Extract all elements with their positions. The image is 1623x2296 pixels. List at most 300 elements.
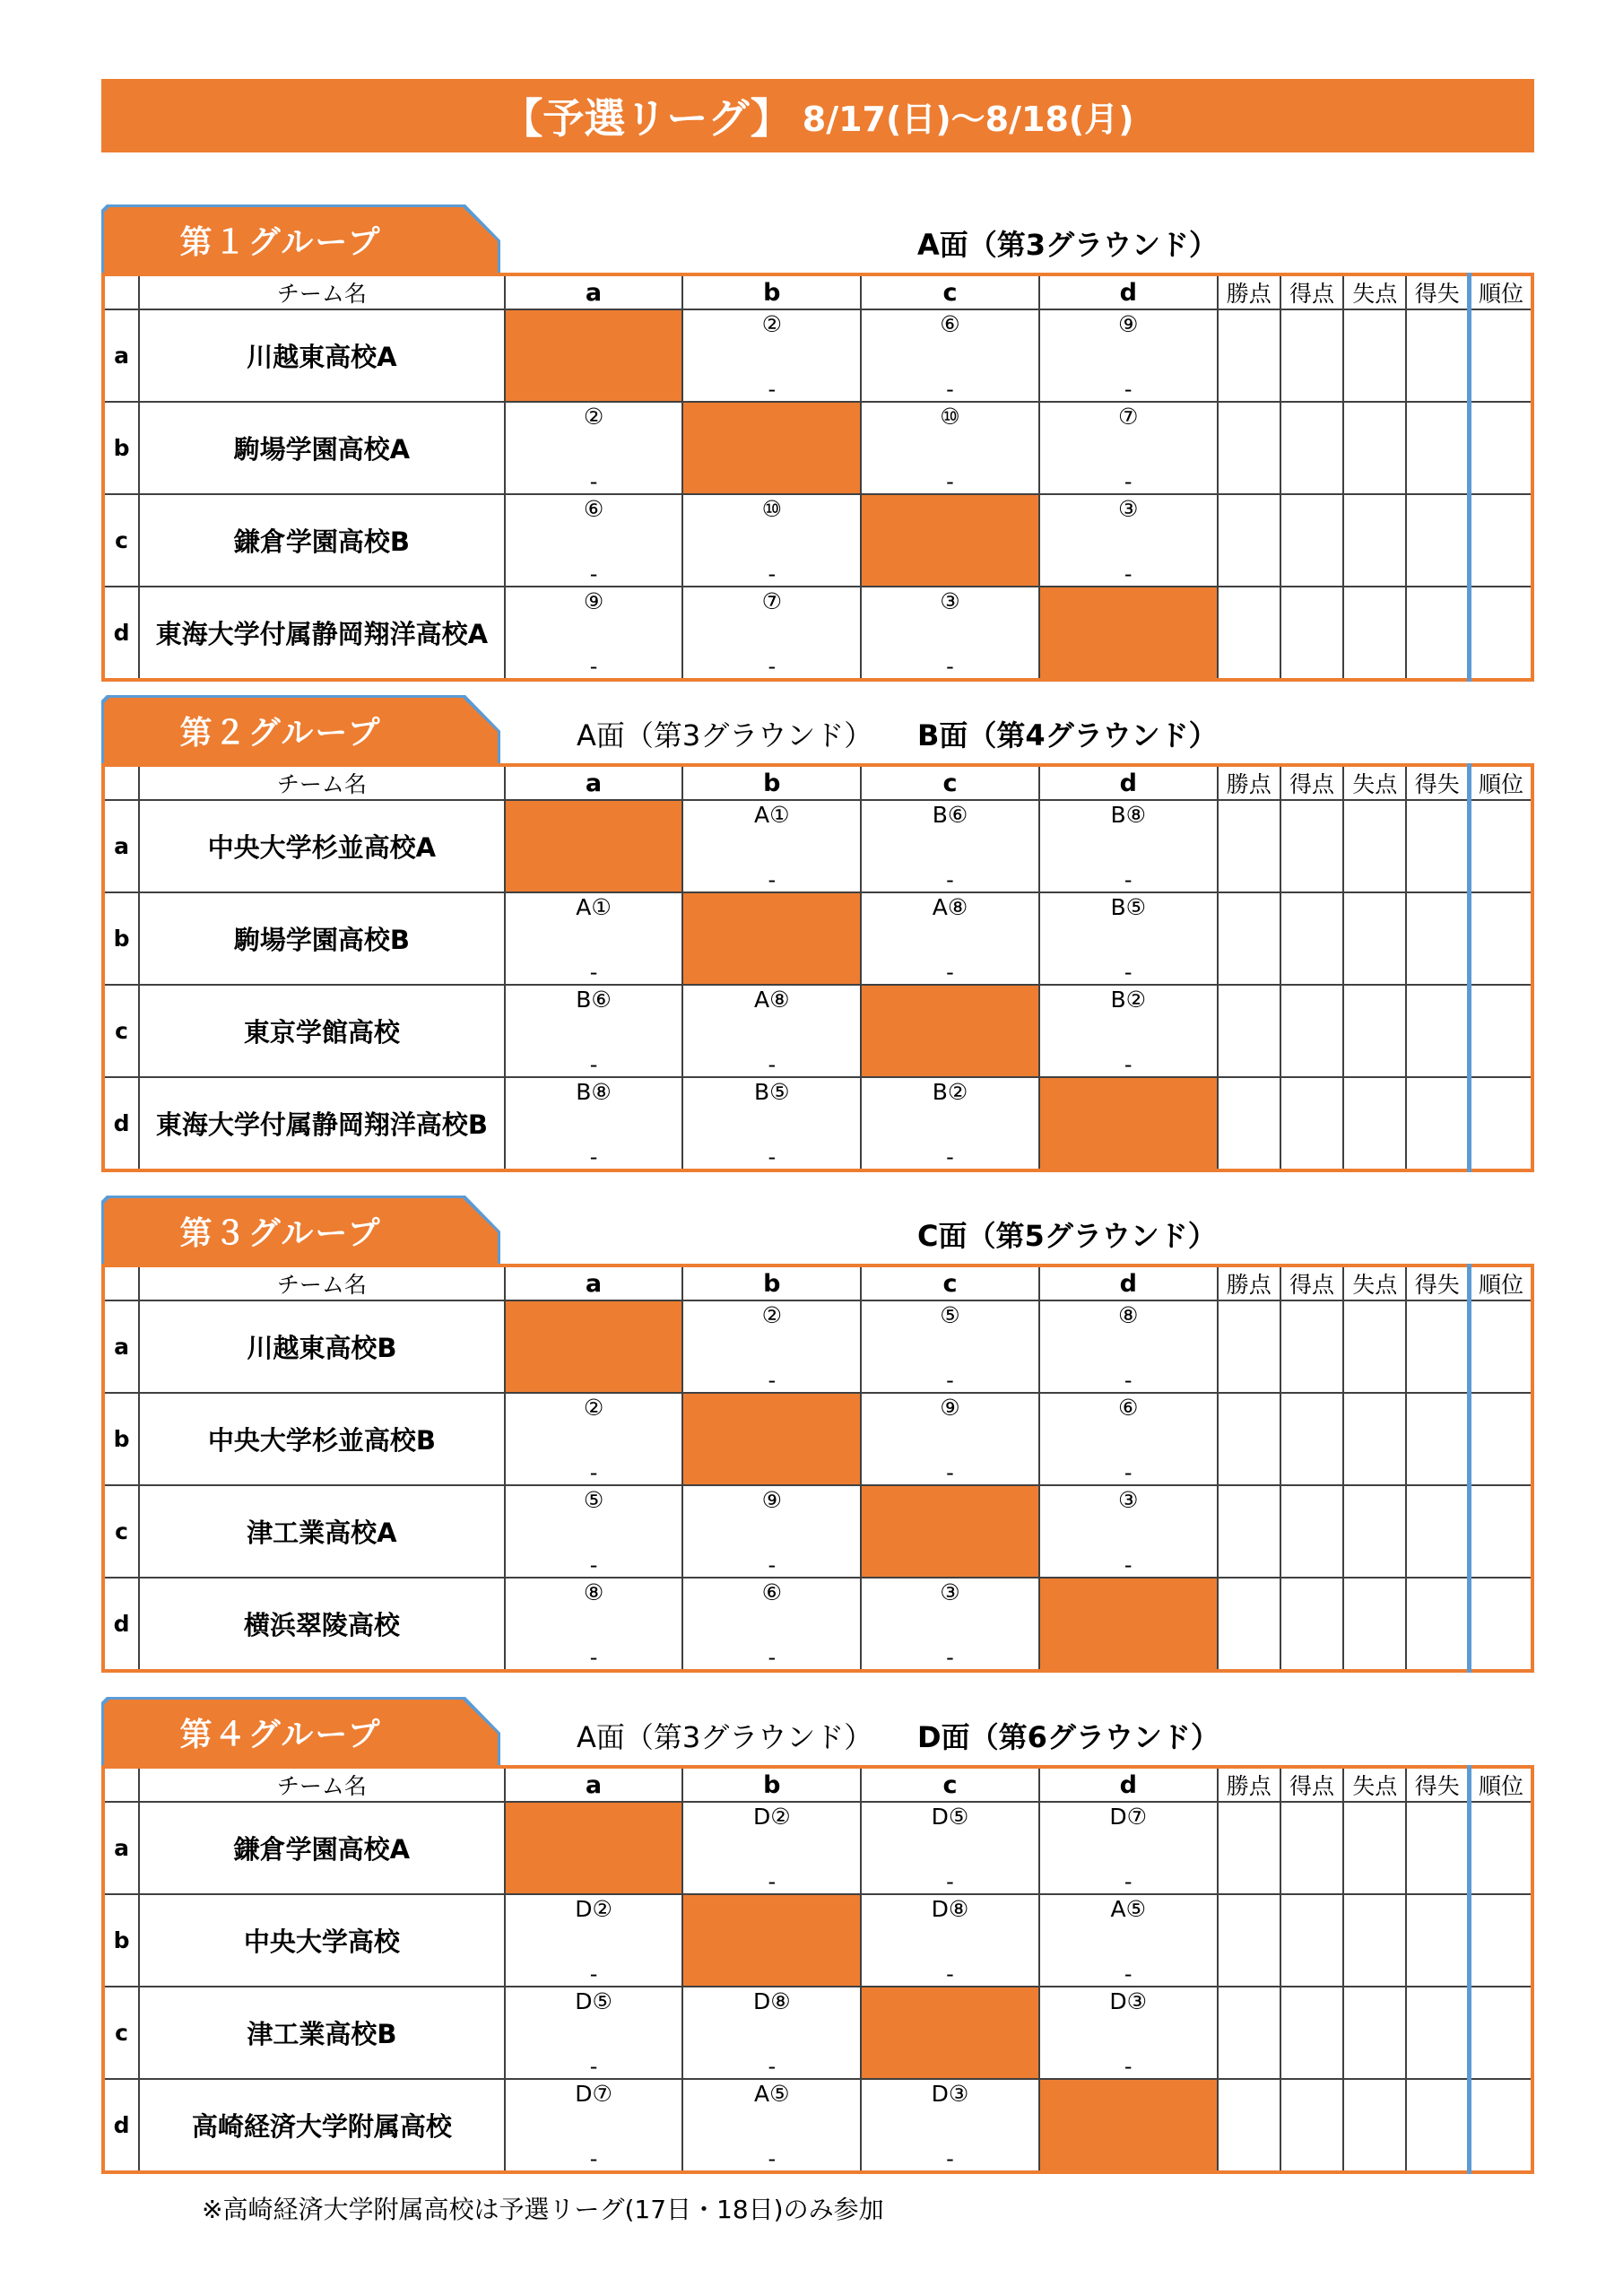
team-name: 駒場学園高校A	[139, 402, 505, 494]
header-col-1: b	[682, 765, 861, 800]
match-cell	[682, 1987, 861, 2079]
stat-cell	[1218, 1485, 1280, 1578]
header-stat-3: 得失	[1406, 765, 1469, 800]
team-name: 横浜翠陵高校	[139, 1578, 505, 1671]
header-team: チーム名	[139, 274, 505, 309]
stat-cell	[1343, 1077, 1406, 1170]
match-number: D⑤	[575, 1988, 612, 2014]
stat-cell	[1280, 985, 1343, 1077]
stat-cell	[1280, 1578, 1343, 1671]
match-cell	[861, 892, 1039, 985]
match-number: ⑦	[761, 588, 782, 614]
page-dates: 8/17(日)～8/18(月)	[802, 99, 1134, 139]
match-cell	[682, 1802, 861, 1894]
stat-cell	[1218, 800, 1280, 892]
match-score: -	[589, 561, 598, 587]
match-cell	[682, 1300, 861, 1393]
header-stat-2: 失点	[1343, 274, 1406, 309]
match-score: -	[768, 1052, 777, 1077]
match-cell	[682, 309, 861, 402]
team-name: 東海大学付属静岡翔洋高校B	[139, 1077, 505, 1170]
match-number: ③	[940, 1579, 960, 1605]
group-tab	[101, 1697, 500, 1767]
stat-cell	[1343, 1393, 1406, 1485]
header-col-2: c	[861, 274, 1039, 309]
stat-cell	[1343, 309, 1406, 402]
match-cell	[1039, 1987, 1218, 2079]
header-corner	[103, 1265, 139, 1300]
match-number: ⑥	[940, 311, 960, 337]
stat-cell	[1470, 1987, 1532, 2079]
header-col-3: d	[1039, 1265, 1218, 1300]
match-cell	[682, 1578, 861, 1671]
table-row	[103, 587, 1532, 680]
stat-cell	[1280, 1077, 1343, 1170]
diagonal-cell	[682, 402, 861, 494]
stat-cell	[1406, 309, 1469, 402]
table-row	[103, 1485, 1532, 1578]
stat-cell	[1218, 2079, 1280, 2172]
stat-cell	[1470, 2079, 1532, 2172]
stat-cell	[1280, 1894, 1343, 1987]
stat-cell	[1406, 2079, 1469, 2172]
group-tab	[101, 1196, 500, 1265]
stat-cell	[1406, 1393, 1469, 1485]
row-letter: b	[103, 1894, 139, 1987]
match-cell	[682, 800, 861, 892]
header-stat-4: 順位	[1470, 274, 1532, 309]
match-score: -	[589, 2054, 598, 2079]
table-header-row	[103, 1767, 1532, 1802]
stat-cell	[1218, 587, 1280, 680]
diagonal-cell	[861, 985, 1039, 1077]
match-score: -	[768, 377, 777, 402]
stat-cell	[1470, 494, 1532, 587]
stat-cell	[1406, 1300, 1469, 1393]
match-cell	[1039, 985, 1218, 1077]
match-score: -	[768, 1552, 777, 1578]
match-cell	[505, 1077, 683, 1170]
stat-cell	[1280, 1485, 1343, 1578]
match-number: ②	[761, 1302, 782, 1328]
match-cell	[1039, 1802, 1218, 1894]
match-number: ②	[583, 1395, 604, 1421]
stat-cell	[1218, 309, 1280, 402]
diagonal-cell	[505, 1300, 683, 1393]
stat-cell	[1218, 1300, 1280, 1393]
diagonal-cell	[861, 1987, 1039, 2079]
match-cell	[505, 402, 683, 494]
match-number: ②	[583, 404, 604, 430]
stat-cell	[1406, 1802, 1469, 1894]
match-number: ⑩	[761, 496, 782, 522]
match-cell	[505, 985, 683, 1077]
header-stat-0: 勝点	[1218, 1767, 1280, 1802]
team-name: 中央大学杉並高校B	[139, 1393, 505, 1485]
match-score: -	[946, 377, 954, 402]
match-cell	[505, 1485, 683, 1578]
table-header-row	[103, 765, 1532, 800]
match-score: -	[946, 2146, 954, 2171]
diagonal-cell	[682, 892, 861, 985]
match-cell	[682, 1077, 861, 1170]
match-score: -	[1124, 377, 1133, 402]
header-corner	[103, 274, 139, 309]
match-number: D③	[931, 2081, 969, 2107]
stat-cell	[1343, 1578, 1406, 1671]
stat-cell	[1470, 1077, 1532, 1170]
match-score: -	[946, 1460, 954, 1485]
match-cell	[505, 494, 683, 587]
table-row	[103, 800, 1532, 892]
match-number: B②	[1110, 987, 1147, 1013]
court-main: B面（第4グラウンド）	[917, 718, 1218, 752]
match-number: A⑤	[1110, 1896, 1146, 1922]
diagonal-cell	[505, 309, 683, 402]
match-score: -	[589, 654, 598, 679]
match-number: ⑤	[940, 1302, 960, 1328]
court-main: A面（第3グラウンド）	[917, 228, 1219, 262]
row-letter: a	[103, 1300, 139, 1393]
match-number: ⑨	[1118, 311, 1139, 337]
group-label: 第３グループ	[179, 1214, 382, 1252]
header-corner	[103, 765, 139, 800]
row-letter: b	[103, 892, 139, 985]
diagonal-cell	[682, 1894, 861, 1987]
match-number: ⑥	[761, 1579, 782, 1605]
table-row	[103, 1300, 1532, 1393]
match-cell	[861, 1894, 1039, 1987]
stat-cell	[1218, 1077, 1280, 1170]
match-score: -	[589, 1052, 598, 1077]
match-score: -	[768, 1144, 777, 1170]
diagonal-cell	[1039, 1077, 1218, 1170]
match-cell	[682, 587, 861, 680]
match-score: -	[1124, 1368, 1133, 1393]
match-score: -	[1124, 1052, 1133, 1077]
match-score: -	[946, 960, 954, 985]
diagonal-cell	[861, 1485, 1039, 1578]
stat-cell	[1470, 892, 1532, 985]
header-team: チーム名	[139, 765, 505, 800]
header-col-2: c	[861, 1265, 1039, 1300]
match-number: D⑧	[931, 1896, 969, 1922]
match-number: ⑦	[1118, 404, 1139, 430]
diagonal-cell	[1039, 1578, 1218, 1671]
match-score: -	[589, 1552, 598, 1578]
header-stat-2: 失点	[1343, 1265, 1406, 1300]
stat-cell	[1218, 1578, 1280, 1671]
stat-cell	[1343, 1802, 1406, 1894]
header-col-3: d	[1039, 274, 1218, 309]
diagonal-cell	[1039, 587, 1218, 680]
match-number: B②	[932, 1079, 968, 1105]
stat-cell	[1343, 800, 1406, 892]
stat-cell	[1406, 1485, 1469, 1578]
header-stat-2: 失点	[1343, 765, 1406, 800]
stat-cell	[1470, 309, 1532, 402]
league-table	[101, 273, 1534, 682]
header-stat-3: 得失	[1406, 274, 1469, 309]
group-tab	[101, 204, 500, 274]
match-number: ⑩	[940, 404, 960, 430]
stat-cell	[1470, 1894, 1532, 1987]
match-score: -	[946, 1368, 954, 1393]
diagonal-cell	[505, 800, 683, 892]
row-letter: d	[103, 1077, 139, 1170]
stat-cell	[1406, 402, 1469, 494]
row-letter: a	[103, 800, 139, 892]
match-number: ⑧	[583, 1579, 604, 1605]
header-stat-1: 得点	[1280, 274, 1343, 309]
court-alt: A面（第3グラウンド）	[577, 718, 873, 752]
match-score: -	[1124, 561, 1133, 587]
match-number: ⑥	[583, 496, 604, 522]
table-row	[103, 1802, 1532, 1894]
match-number: D⑧	[752, 1988, 791, 2014]
stat-cell	[1470, 1485, 1532, 1578]
court-alt: A面（第3グラウンド）	[577, 1720, 873, 1754]
team-name: 高崎経済大学附属高校	[139, 2079, 505, 2172]
league-table	[101, 1264, 1534, 1673]
header-stat-1: 得点	[1280, 765, 1343, 800]
stat-cell	[1470, 1393, 1532, 1485]
match-score: -	[768, 1869, 777, 1894]
table-row	[103, 1578, 1532, 1671]
match-number: B⑥	[932, 802, 968, 828]
match-score: -	[1124, 469, 1133, 494]
match-number: B⑤	[753, 1079, 790, 1105]
match-cell	[861, 309, 1039, 402]
match-number: ③	[1118, 1487, 1139, 1513]
match-number: ⑨	[761, 1487, 782, 1513]
match-cell	[1039, 494, 1218, 587]
stat-cell	[1406, 800, 1469, 892]
match-cell	[861, 800, 1039, 892]
match-number: A①	[754, 802, 790, 828]
match-number: A⑤	[754, 2081, 790, 2107]
match-score: -	[1124, 1869, 1133, 1894]
match-cell	[1039, 1300, 1218, 1393]
match-cell	[505, 587, 683, 680]
match-score: -	[1124, 1961, 1133, 1987]
table-row	[103, 1987, 1532, 2079]
stat-cell	[1343, 892, 1406, 985]
stat-cell	[1218, 402, 1280, 494]
diagonal-cell	[861, 494, 1039, 587]
header-col-0: a	[505, 1767, 683, 1802]
stat-cell	[1218, 1393, 1280, 1485]
match-score: -	[768, 654, 777, 679]
team-name: 鎌倉学園高校B	[139, 494, 505, 587]
match-number: D③	[1109, 1988, 1148, 2014]
header-stat-3: 得失	[1406, 1767, 1469, 1802]
team-name: 川越東高校B	[139, 1300, 505, 1393]
group-tab	[101, 695, 500, 765]
table-row	[103, 892, 1532, 985]
header-col-1: b	[682, 1767, 861, 1802]
team-name: 駒場学園高校B	[139, 892, 505, 985]
match-cell	[861, 2079, 1039, 2172]
stat-cell	[1280, 1802, 1343, 1894]
page-title: 【予選リーグ】	[501, 94, 792, 143]
table-header-row	[103, 1265, 1532, 1300]
table-row	[103, 309, 1532, 402]
match-number: D⑦	[575, 2081, 612, 2107]
header-col-3: d	[1039, 765, 1218, 800]
stat-cell	[1280, 494, 1343, 587]
header-team: チーム名	[139, 1265, 505, 1300]
stat-cell	[1280, 1393, 1343, 1485]
team-name: 津工業高校B	[139, 1987, 505, 2079]
match-score: -	[946, 1144, 954, 1170]
match-cell	[1039, 892, 1218, 985]
stat-cell	[1343, 985, 1406, 1077]
team-name: 東京学館高校	[139, 985, 505, 1077]
match-number: B⑤	[1110, 894, 1147, 920]
match-cell	[861, 1300, 1039, 1393]
match-cell	[682, 2079, 861, 2172]
header-col-2: c	[861, 765, 1039, 800]
match-score: -	[1124, 960, 1133, 985]
stat-cell	[1280, 800, 1343, 892]
match-score: -	[768, 2054, 777, 2079]
header-stat-4: 順位	[1470, 1265, 1532, 1300]
group-label: 第１グループ	[179, 223, 382, 261]
stat-cell	[1218, 985, 1280, 1077]
match-cell	[861, 1578, 1039, 1671]
match-number: A⑧	[932, 894, 968, 920]
stat-cell	[1218, 1802, 1280, 1894]
match-number: D②	[752, 1804, 791, 1830]
stat-cell	[1406, 1077, 1469, 1170]
header-corner	[103, 1767, 139, 1802]
match-cell	[505, 1578, 683, 1671]
stat-cell	[1406, 892, 1469, 985]
stat-cell	[1343, 1485, 1406, 1578]
header-team: チーム名	[139, 1767, 505, 1802]
match-cell	[682, 1485, 861, 1578]
stat-cell	[1406, 1578, 1469, 1671]
group-label: 第４グループ	[179, 1716, 382, 1753]
stat-cell	[1470, 985, 1532, 1077]
table-row	[103, 494, 1532, 587]
diagonal-cell	[1039, 2079, 1218, 2172]
row-letter: d	[103, 587, 139, 680]
court-main: C面（第5グラウンド）	[917, 1219, 1217, 1253]
match-number: ③	[1118, 496, 1139, 522]
match-cell	[861, 1077, 1039, 1170]
league-table	[101, 763, 1534, 1172]
row-letter: c	[103, 494, 139, 587]
stat-cell	[1280, 2079, 1343, 2172]
team-name: 中央大学杉並高校A	[139, 800, 505, 892]
header-stat-1: 得点	[1280, 1767, 1343, 1802]
match-number: D⑤	[931, 1804, 969, 1830]
stat-cell	[1343, 494, 1406, 587]
table-row	[103, 985, 1532, 1077]
stat-cell	[1343, 587, 1406, 680]
match-score: -	[589, 1144, 598, 1170]
table-row	[103, 1894, 1532, 1987]
header-stat-0: 勝点	[1218, 765, 1280, 800]
match-cell	[505, 2079, 683, 2172]
stat-cell	[1470, 1578, 1532, 1671]
stat-cell	[1406, 1894, 1469, 1987]
stat-cell	[1470, 1802, 1532, 1894]
match-score: -	[589, 1645, 598, 1670]
match-number: ⑨	[583, 588, 604, 614]
match-cell	[1039, 1894, 1218, 1987]
match-cell	[861, 402, 1039, 494]
row-letter: c	[103, 985, 139, 1077]
match-number: A①	[576, 894, 612, 920]
header-stat-0: 勝点	[1218, 1265, 1280, 1300]
row-letter: b	[103, 1393, 139, 1485]
stat-cell	[1470, 587, 1532, 680]
match-cell	[861, 1802, 1039, 1894]
row-letter: b	[103, 402, 139, 494]
match-score: -	[1124, 1460, 1133, 1485]
match-score: -	[589, 960, 598, 985]
table-row	[103, 2079, 1532, 2172]
stat-cell	[1470, 800, 1532, 892]
match-number: B⑧	[1110, 802, 1147, 828]
stat-cell	[1406, 985, 1469, 1077]
table-row	[103, 1393, 1532, 1485]
match-number: A⑧	[754, 987, 790, 1013]
team-name: 津工業高校A	[139, 1485, 505, 1578]
match-number: ②	[761, 311, 782, 337]
match-score: -	[946, 654, 954, 679]
match-cell	[682, 494, 861, 587]
match-score: -	[768, 561, 777, 587]
match-number: D⑦	[1109, 1804, 1148, 1830]
header-stat-2: 失点	[1343, 1767, 1406, 1802]
stat-cell	[1218, 1894, 1280, 1987]
league-table	[101, 1765, 1534, 2174]
header-stat-3: 得失	[1406, 1265, 1469, 1300]
match-score: -	[946, 867, 954, 892]
team-name: 中央大学高校	[139, 1894, 505, 1987]
match-cell	[861, 587, 1039, 680]
match-number: ⑤	[583, 1487, 604, 1513]
stat-cell	[1218, 1987, 1280, 2079]
match-score: -	[768, 1368, 777, 1393]
stat-cell	[1280, 1987, 1343, 2079]
stat-cell	[1406, 494, 1469, 587]
match-number: ⑥	[1118, 1395, 1139, 1421]
match-cell	[682, 985, 861, 1077]
stat-cell	[1280, 309, 1343, 402]
stat-cell	[1406, 1987, 1469, 2079]
match-cell	[1039, 402, 1218, 494]
stat-cell	[1218, 892, 1280, 985]
match-score: -	[589, 2146, 598, 2171]
match-cell	[1039, 1393, 1218, 1485]
table-header-row	[103, 274, 1532, 309]
match-score: -	[1124, 1552, 1133, 1578]
row-letter: d	[103, 2079, 139, 2172]
stat-cell	[1280, 402, 1343, 494]
match-score: -	[946, 1645, 954, 1670]
header-col-1: b	[682, 274, 861, 309]
page-title-banner	[101, 79, 1534, 152]
row-letter: c	[103, 1987, 139, 2079]
stat-cell	[1280, 587, 1343, 680]
team-name: 東海大学付属静岡翔洋高校A	[139, 587, 505, 680]
stat-cell	[1280, 892, 1343, 985]
